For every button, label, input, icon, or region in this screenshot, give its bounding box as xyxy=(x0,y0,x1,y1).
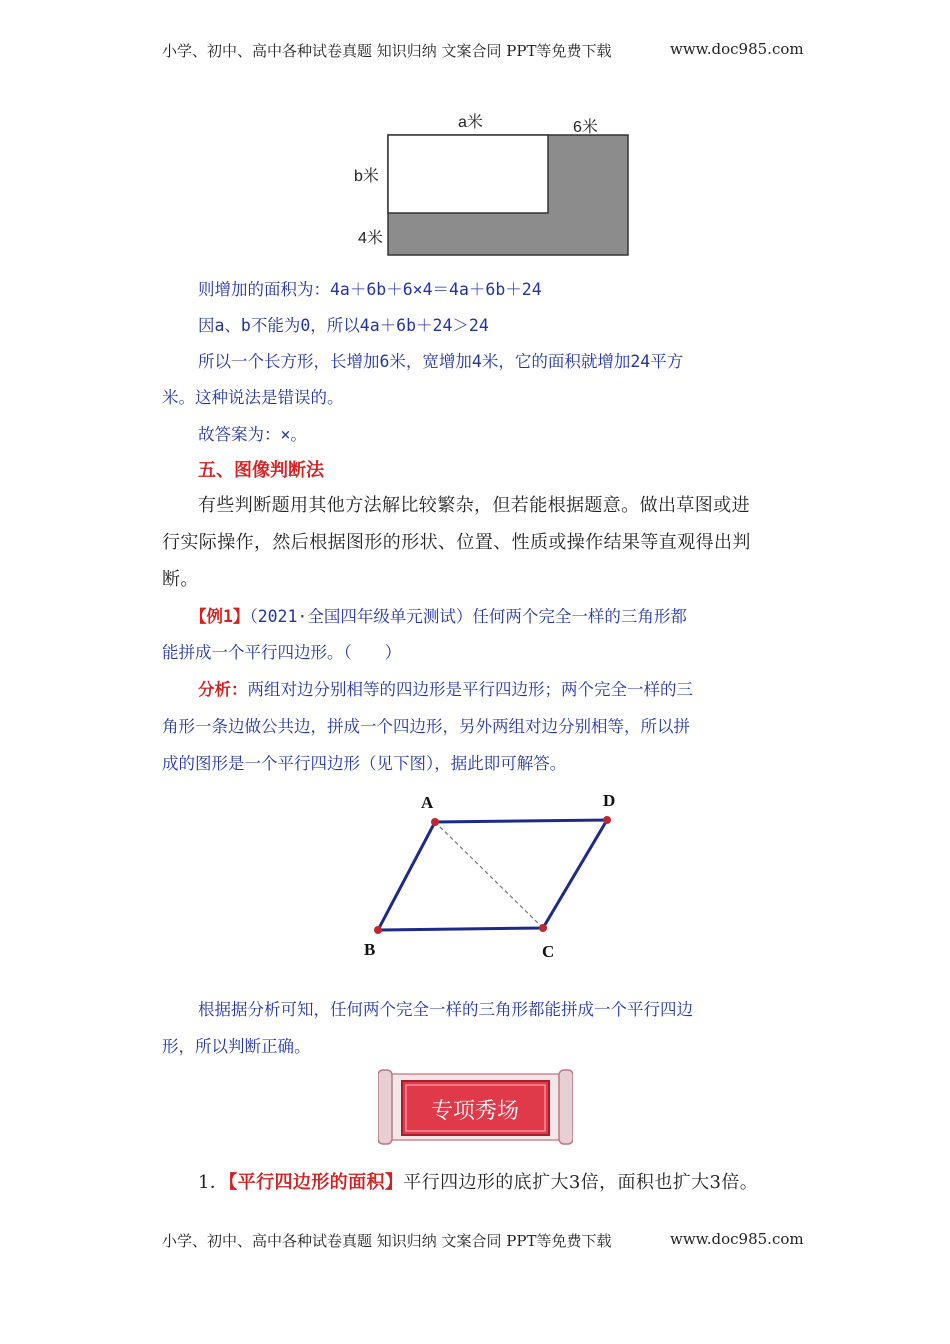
label-6: 6米 xyxy=(573,119,598,136)
section-banner xyxy=(378,1068,573,1148)
question-1 xyxy=(198,1172,828,1194)
label-a: a米 xyxy=(458,114,483,131)
footer-left-text: 小学、初中、高中各种试卷真题 知识归纳 文案合同 PPT等免费下载 xyxy=(162,1232,612,1250)
solution-line-4: 米。这种说法是错误的。 xyxy=(162,388,344,407)
example-line-1 xyxy=(190,606,820,628)
vertex-a-dot xyxy=(431,818,439,826)
solution-line-2: 因a、b不能为0，所以4a＋6b＋24＞24 xyxy=(198,316,489,335)
diagonal-dashed xyxy=(435,822,543,928)
intro-line-3: 断。 xyxy=(162,569,199,590)
example-line-2: 能拼成一个平行四边形。（ ） xyxy=(162,643,402,662)
vertex-a-label: A xyxy=(421,793,434,812)
label-b: b米 xyxy=(354,168,379,185)
analysis-tag: 分析： xyxy=(198,680,248,699)
analysis-line-2: 角形一条边做公共边，拼成一个四边形，另外两组对边分别相等，所以拼 xyxy=(162,717,690,736)
solution-answer: 故答案为：×。 xyxy=(198,425,307,444)
header-left-text: 小学、初中、高中各种试卷真题 知识归纳 文案合同 PPT等免费下载 xyxy=(162,42,612,60)
parallelogram-shape xyxy=(378,820,607,930)
footer-url: www.doc985.com xyxy=(670,1230,804,1248)
analysis-line-3: 成的图形是一个平行四边形（见下图），据此即可解答。 xyxy=(162,754,567,773)
solution-line-1: 则增加的面积为：4a＋6b＋6×4＝4a＋6b＋24 xyxy=(198,280,542,299)
conclusion-line-2: 形，所以判断正确。 xyxy=(162,1037,311,1056)
header-url: www.doc985.com xyxy=(670,40,804,58)
example-tag: 【例1】 xyxy=(190,607,250,626)
section-heading: 五、图像判断法 xyxy=(198,460,324,481)
analysis-line-1 xyxy=(198,679,828,701)
intro-line-2: 行实际操作，然后根据图形的形状、位置、性质或操作结果等直观得出判 xyxy=(162,532,751,553)
banner-text: 专项秀场 xyxy=(430,1099,520,1124)
vertex-d-label: D xyxy=(603,791,616,810)
solution-line-3: 所以一个长方形，长增加6米，宽增加4米，它的面积就增加24平方 xyxy=(198,352,684,371)
parallelogram-diagram xyxy=(355,785,635,965)
original-rectangle xyxy=(388,135,548,213)
intro-line-1: 有些判断题用其他方法解比较繁杂，但若能根据题意。做出草图或进 xyxy=(198,495,750,516)
example-text-1: （2021·全国四年级单元测试）任何两个完全一样的三角形都 xyxy=(249,607,687,626)
question-tag: 【平行四边形的面积】 xyxy=(228,1172,404,1193)
conclusion-line-1: 根据据分析可知，任何两个完全一样的三角形都能拼成一个平行四边 xyxy=(198,1000,693,1019)
vertex-d-dot xyxy=(603,816,611,824)
area-diagram xyxy=(340,105,640,265)
label-4: 4米 xyxy=(358,230,383,247)
analysis-text-1: 两组对边分别相等的四边形是平行四边形；两个完全一样的三 xyxy=(247,680,693,699)
question-number: 1． xyxy=(198,1172,229,1193)
question-text: 平行四边形的底扩大3倍，面积也扩大3倍。 xyxy=(403,1172,759,1193)
vertex-b-dot xyxy=(374,926,382,934)
vertex-c-label: C xyxy=(542,942,555,961)
vertex-b-label: B xyxy=(364,940,376,959)
vertex-c-dot xyxy=(539,924,547,932)
